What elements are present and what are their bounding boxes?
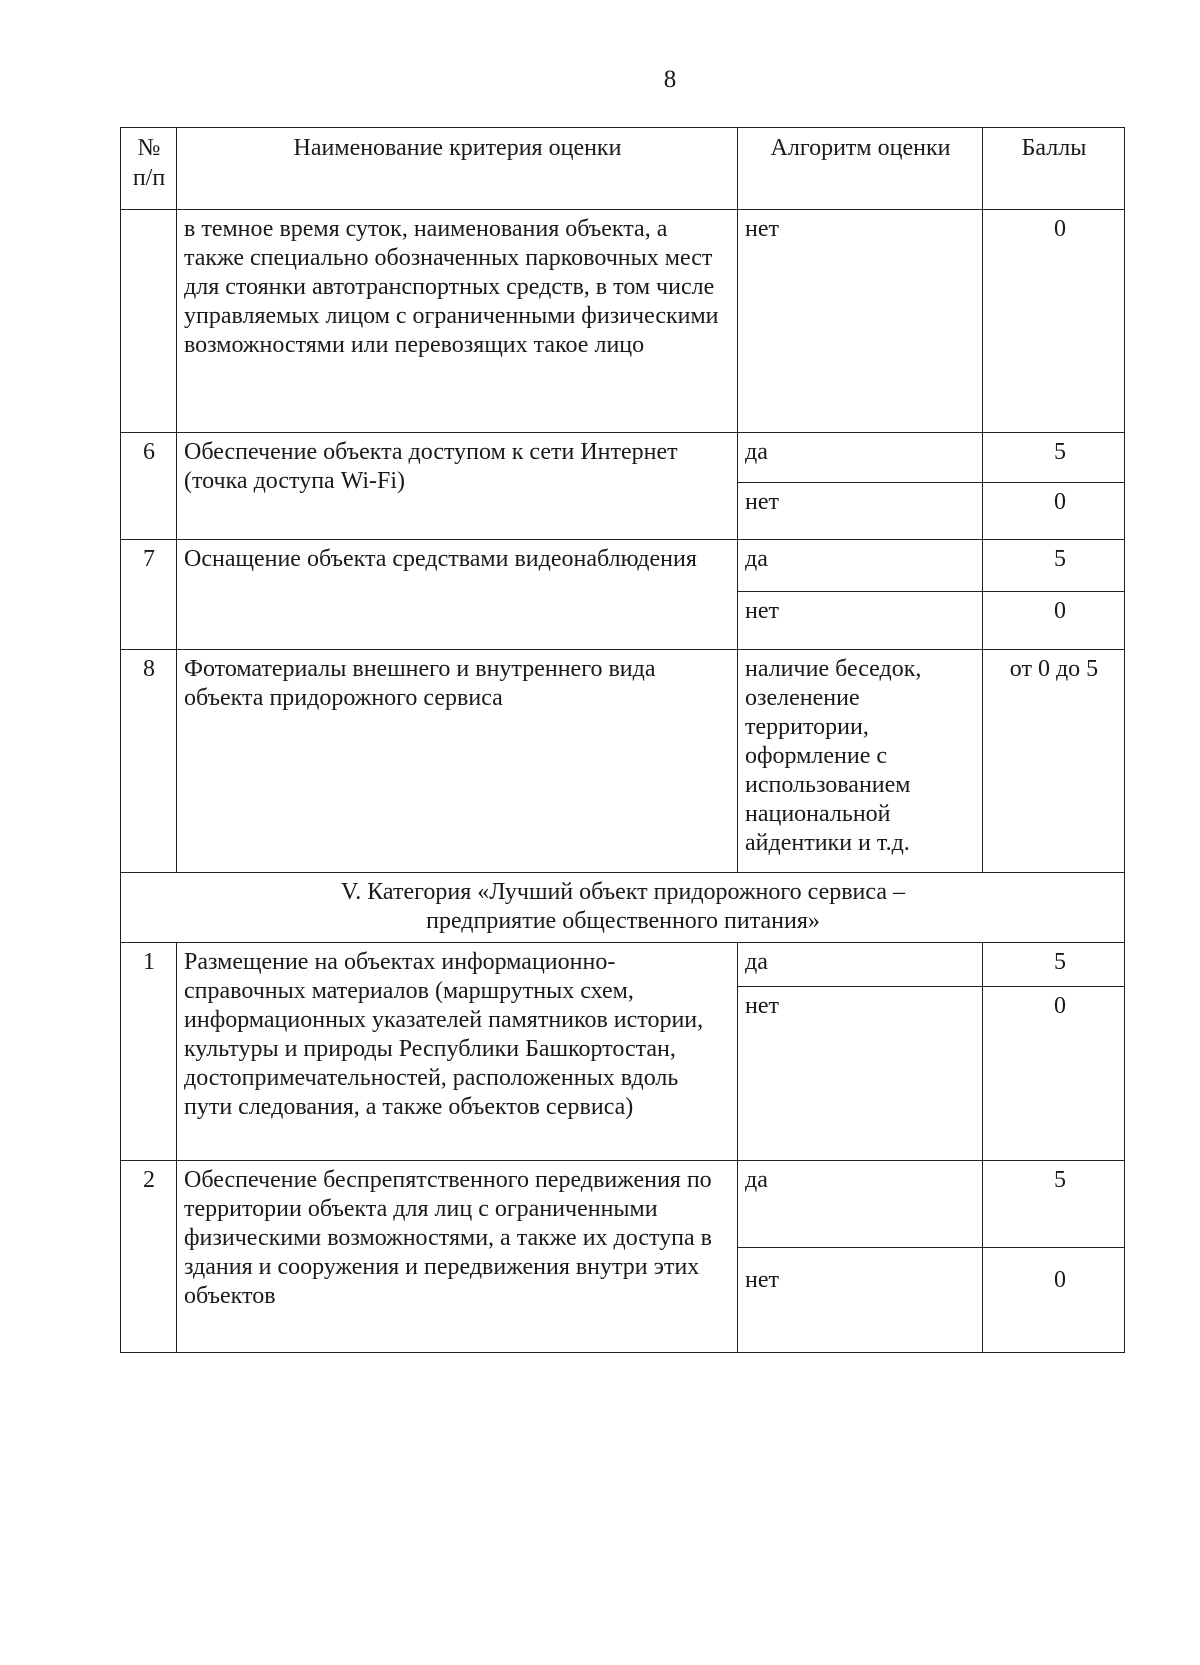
points-cell: 0	[983, 1248, 1125, 1353]
algorithm-cell: да	[738, 943, 983, 987]
table-row	[121, 650, 1125, 873]
row-number: 8	[121, 650, 177, 873]
table-row	[121, 540, 1125, 592]
table-row	[121, 210, 1125, 433]
algorithm-cell: да	[738, 1161, 983, 1248]
table-row	[121, 943, 1125, 987]
row-number	[121, 210, 177, 433]
page-number: 8	[663, 66, 677, 93]
algorithm-cell: нет	[738, 210, 983, 433]
row-number: 6	[121, 433, 177, 540]
table-header-row	[121, 128, 1125, 210]
criterion-name: Обеспечение объекта доступом к сети Интернет (точка доступа Wi-Fi)	[177, 433, 738, 540]
row-number: 1	[121, 943, 177, 1161]
criterion-name: в темное время суток, наименования объекта, а также специально обозначенных парковочных мест для стоянки автотранспортных средств, в том числе управляемых лицом с ограниченными физическими возможностями или перевозящих такое лицо	[177, 210, 738, 433]
criterion-name: Размещение на объектах информационно-справочных материалов (маршрутных схем, информационных указателей памятников истории, культуры и природы Республики Башкортостан, достопримечательностей, расположенных вдоль пути следования, а также объектов сервиса)	[177, 943, 738, 1161]
criterion-name: Оснащение объекта средствами видеонаблюдения	[177, 540, 738, 650]
row-number: 2	[121, 1161, 177, 1353]
points-cell: 0	[983, 987, 1125, 1161]
row-number: 7	[121, 540, 177, 650]
algorithm-cell: нет	[738, 987, 983, 1161]
header-criterion-name: Наименование критерия оценки	[177, 128, 738, 210]
algorithm-cell: нет	[738, 592, 983, 650]
points-cell: 0	[983, 483, 1125, 540]
algorithm-cell: нет	[738, 1248, 983, 1353]
points-cell: 5	[983, 433, 1125, 483]
points-cell: 5	[983, 1161, 1125, 1248]
criterion-name: Фотоматериалы внешнего и внутреннего вида объекта придорожного сервиса	[177, 650, 738, 873]
algorithm-cell: нет	[738, 483, 983, 540]
header-points: Баллы	[983, 128, 1125, 210]
criterion-name: Обеспечение беспрепятственного передвижения по территории объекта для лиц с ограниченными физическими возможностями, а также их доступа в здания и сооружения и передвижения внутри этих объектов	[177, 1161, 738, 1353]
points-cell: от 0 до 5	[983, 650, 1125, 873]
table-row	[121, 433, 1125, 483]
points-cell: 0	[983, 210, 1125, 433]
algorithm-cell: да	[738, 540, 983, 592]
points-cell: 0	[983, 592, 1125, 650]
section-row	[121, 873, 1125, 943]
header-num: № п/п	[121, 128, 177, 210]
algorithm-cell: наличие беседок, озеленение территории, оформление с использованием национальной айдентики и т.д.	[738, 650, 983, 873]
header-algorithm: Алгоритм оценки	[738, 128, 983, 210]
table-row	[121, 1161, 1125, 1248]
points-cell: 5	[983, 540, 1125, 592]
points-cell: 5	[983, 943, 1125, 987]
criteria-table	[120, 127, 1125, 1353]
algorithm-cell: да	[738, 433, 983, 483]
section-heading: V. Категория «Лучший объект придорожного сервиса – предприятие общественного питания»	[121, 873, 1125, 943]
